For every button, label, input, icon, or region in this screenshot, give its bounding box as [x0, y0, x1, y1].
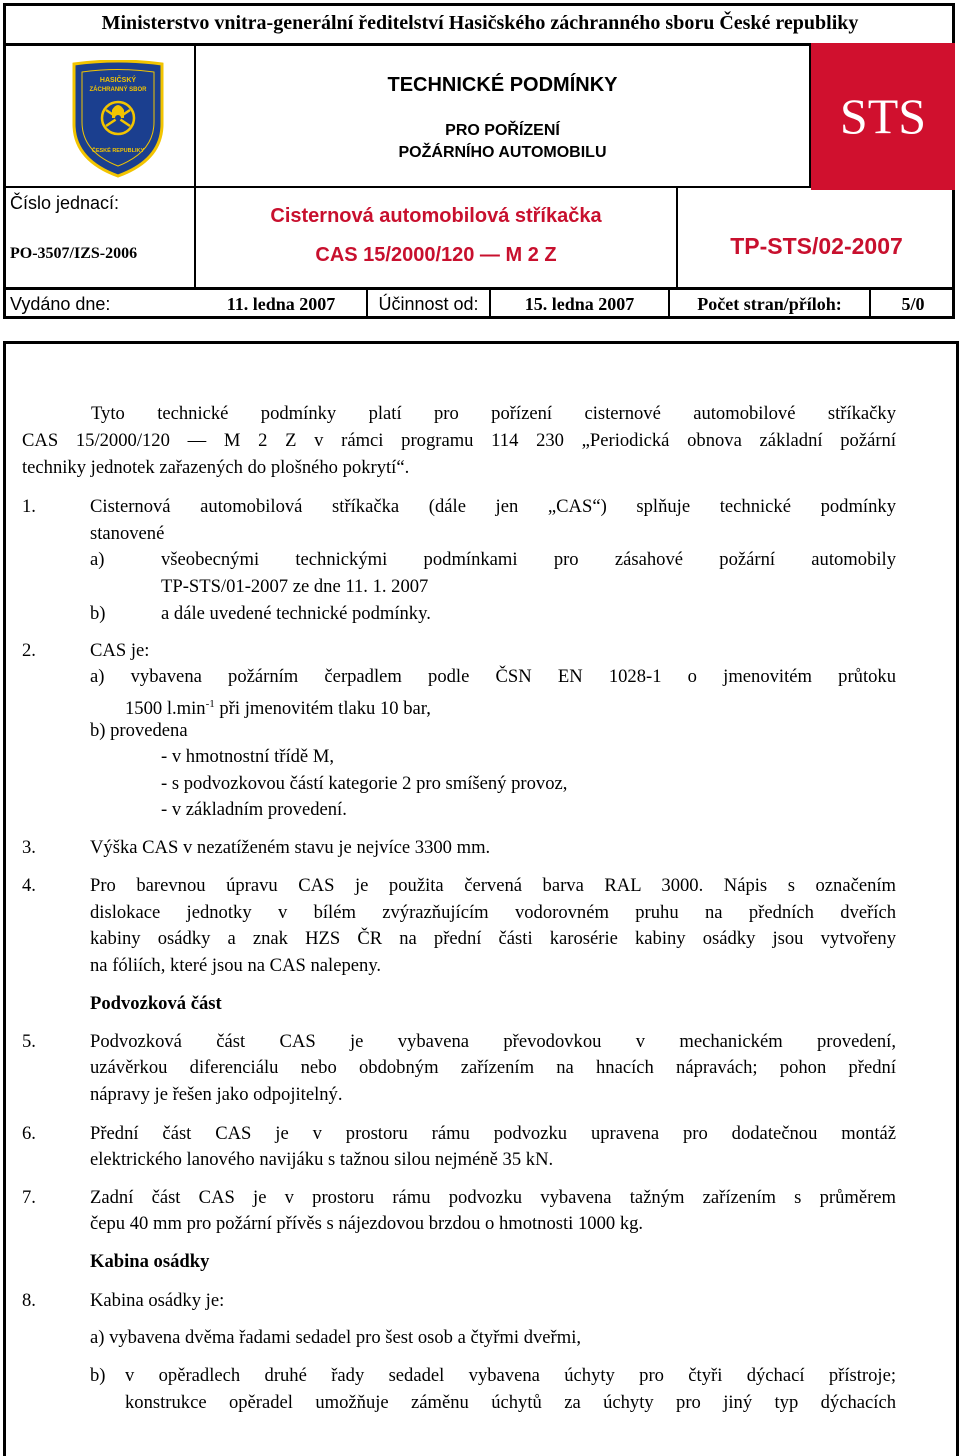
sub-item-text: a) vybavena požárním čerpadlem podle ČSN EN 1028-1 o jmenovitém průtoku [90, 666, 896, 687]
vydano-value: 11. ledna 2007 [226, 294, 336, 314]
doc-subtitle: POŽÁRNÍHO AUTOMOBILU [398, 144, 607, 161]
item-number: 7. [22, 1187, 36, 1208]
item-number: 2. [22, 640, 36, 661]
item-text: dislokace jednotky v bílém zvýrazňujícím vodorovném pruhu na předních dveřích [90, 902, 896, 923]
sub-item-text: v opěradlech druhé řady sedadel vybavena úchyty pro čtyři dýchací přístroje; [125, 1365, 896, 1386]
vehicle-code: CAS 15/2000/120 — M 2 Z [315, 244, 557, 266]
item-text: Přední část CAS je v prostoru rámu podvozku upravena pro dodatečnou montáž [90, 1123, 896, 1144]
sts-badge: STS [811, 43, 955, 190]
ucinnost-value: 15. ledna 2007 [524, 294, 635, 314]
header-divider [3, 287, 955, 290]
item-number: 5. [22, 1031, 36, 1052]
sub-item-text: všeobecnými technickými podmínkami pro zásahové požární automobily [161, 549, 896, 570]
item-text: elektrického lanového navijáku s tažnou silou nejméně 35 kN. [90, 1149, 554, 1170]
item-text: CAS je: [90, 640, 150, 661]
ministry-name: Ministerstvo vnitra-generální ředitelství Hasičského záchranného sboru České republiky [101, 12, 859, 34]
dash-item: - s podvozkovou částí kategorie 2 pro smíšený provoz, [161, 773, 568, 794]
sub-item-label: b) [90, 1365, 106, 1386]
item-number: 8. [22, 1290, 36, 1311]
item-text: na fóliích, které jsou na CAS nalepeny. [90, 955, 382, 976]
pocet-label: Počet stran/příloh: [697, 294, 842, 314]
intro-paragraph: CAS 15/2000/120 — M 2 Z v rámci programu 114 230 „Periodická obnova základní požární [22, 430, 896, 451]
doc-title: TECHNICKÉ PODMÍNKY [387, 74, 618, 96]
item-text: Kabina osádky je: [90, 1290, 225, 1311]
svg-text:ČESKÉ REPUBLIKY: ČESKÉ REPUBLIKY [91, 148, 145, 154]
item-text: uzávěrkou diferenciálu nebo obdobným zařízením na hnacích nápravách; pohon přední [90, 1057, 896, 1078]
intro-paragraph: techniky jednotek zařazených do plošného pokrytí“. [22, 457, 410, 478]
item-number: 1. [22, 496, 36, 517]
section-heading: Kabina osádky [90, 1251, 210, 1272]
section-heading: Podvozková část [90, 993, 222, 1014]
svg-text:ZÁCHRANNÝ SBOR: ZÁCHRANNÝ SBOR [89, 87, 147, 93]
item-number: 4. [22, 875, 36, 896]
sub-item-text: konstrukce opěradel umožňuje záměnu úchytů za úchyty pro jiný typ dýchacích [125, 1392, 896, 1413]
item-text: Podvozková část CAS je vybavena převodovkou v mechanickém provedení, [90, 1031, 896, 1052]
sub-item-text: a dále uvedené technické podmínky. [161, 603, 431, 624]
sub-item-label: b) [90, 603, 106, 624]
sub-item-label: a) [90, 549, 105, 570]
sub-item-text: b) provedena [90, 720, 188, 741]
item-text: nápravy je řešen jako odpojitelný. [90, 1084, 343, 1105]
cislo-jednaci-value: PO-3507/IZS-2006 [10, 245, 138, 262]
intro-paragraph: Tyto technické podmínky platí pro pořízení cisternové automobilové stříkačky [91, 403, 896, 424]
dash-item: - v hmotnostní třídě M, [161, 746, 335, 767]
svg-text:HASIČSKÝ: HASIČSKÝ [99, 77, 137, 84]
item-text: stanovené [90, 523, 165, 544]
ucinnost-label: Účinnost od: [378, 294, 479, 314]
pocet-value: 5/0 [901, 294, 925, 314]
doc-subtitle: PRO POŘÍZENÍ [445, 122, 560, 139]
dash-item: - v základním provedení. [161, 799, 347, 820]
sub-item-text: 1500 $l.\min^{-1}$ při jmenovitém tlaku 10 bar, [125, 698, 431, 720]
item-text: Výška CAS v nezatíženém stavu je nejvíce 3300 mm. [90, 837, 491, 858]
item-text: Zadní část CAS je v prostoru rámu podvozku vybavena tažným zařízením s průměrem [90, 1187, 896, 1208]
sub-item-text: a) vybavena dvěma řadami sedadel pro šest osob a čtyřmi dveřmi, [90, 1327, 582, 1348]
vehicle-name: Cisternová automobilová stříkačka [270, 205, 602, 227]
hzs-logo [68, 60, 168, 178]
item-text: Pro barevnou úpravu CAS je použita červená barva RAL 3000. Nápis s označením [90, 875, 896, 896]
item-number: 3. [22, 837, 36, 858]
item-text: Cisternová automobilová stříkačka (dále jen „CAS“) splňuje technické podmínky [90, 496, 896, 517]
tp-code: TP-STS/02-2007 [730, 233, 903, 259]
vydano-label: Vydáno dne: [10, 294, 111, 314]
item-text: kabiny osádky a znak HZS ČR na přední části karosérie kabiny osádky jsou vytvořeny [90, 928, 896, 949]
item-number: 6. [22, 1123, 36, 1144]
sub-item-text: TP-STS/01-2007 ze dne 11. 1. 2007 [161, 576, 429, 597]
item-text: čepu 40 mm pro požární přívěs s nájezdovou brzdou o hmotnosti 1000 kg. [90, 1213, 644, 1234]
cislo-jednaci-label: Číslo jednací: [10, 193, 120, 213]
